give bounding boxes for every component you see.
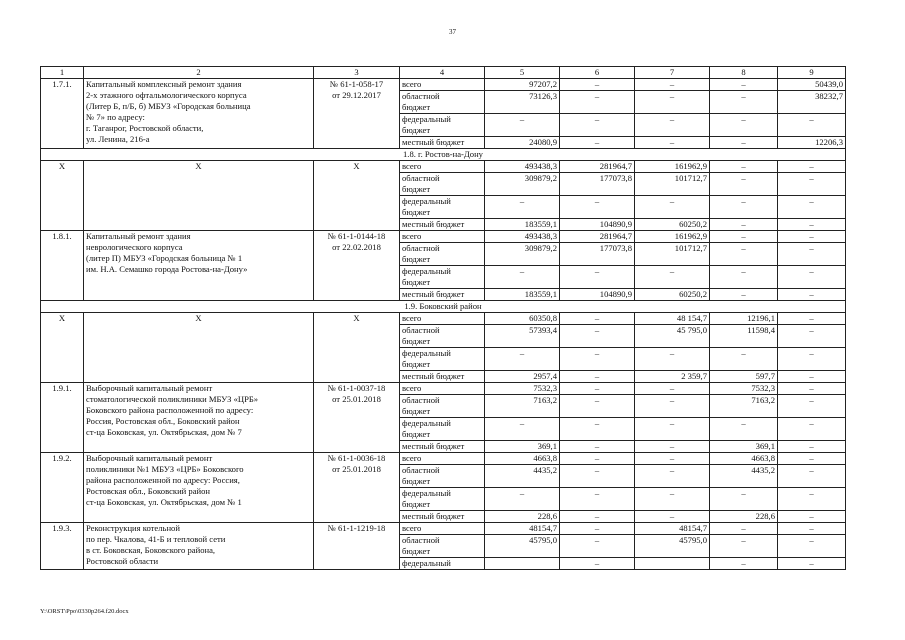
funding-source	[400, 91, 485, 114]
amount-cell: –	[635, 196, 710, 219]
amount-cell: –	[635, 137, 710, 149]
funding-source	[400, 114, 485, 137]
column-number: 3	[314, 67, 400, 79]
amount-cell: –	[710, 114, 778, 137]
amount-cell: 493438,3	[485, 161, 560, 173]
table-row	[41, 383, 846, 395]
amount-cell: –	[560, 91, 635, 114]
cell-line: Реконструкция котельной	[86, 523, 180, 533]
amount-cell: 60250,2	[635, 289, 710, 301]
cell-line: федеральный	[402, 558, 451, 568]
cell-line: № 7» по адресу:	[86, 112, 145, 122]
amount-cell: –	[635, 266, 710, 289]
amount-cell: –	[710, 243, 778, 266]
amount-cell: –	[635, 418, 710, 441]
amount-cell: –	[778, 348, 846, 371]
amount-cell: –	[485, 348, 560, 371]
amount-cell: –	[778, 558, 846, 570]
document-number	[314, 313, 400, 383]
amount-cell: –	[778, 488, 846, 511]
cell-line: Выборочный капитальный ремонт	[86, 453, 213, 463]
amount-cell: –	[778, 289, 846, 301]
object-name	[84, 523, 314, 570]
cell-line: местный бюджет	[402, 371, 465, 381]
amount-cell: –	[710, 196, 778, 219]
amount-cell: 177073,8	[560, 173, 635, 196]
amount-cell: –	[560, 79, 635, 91]
amount-cell	[635, 558, 710, 570]
amount-cell: –	[560, 558, 635, 570]
amount-cell: 2957,4	[485, 371, 560, 383]
document-number	[314, 523, 400, 570]
cell-line: в ст. Боковская, Боковского района,	[86, 545, 216, 555]
cell-line: местный бюджет	[402, 289, 465, 299]
amount-cell: 48154,7	[485, 523, 560, 535]
cell-line: бюджет	[402, 277, 431, 287]
amount-cell: –	[778, 383, 846, 395]
amount-cell: –	[710, 348, 778, 371]
amount-cell: –	[710, 231, 778, 243]
amount-cell: –	[635, 453, 710, 465]
amount-cell: –	[635, 79, 710, 91]
amount-cell: –	[778, 523, 846, 535]
amount-cell: –	[778, 371, 846, 383]
funding-source	[400, 79, 485, 91]
document-number	[314, 79, 400, 149]
amount-cell: –	[560, 325, 635, 348]
object-name	[84, 313, 314, 383]
document-number	[314, 231, 400, 301]
amount-cell: –	[560, 266, 635, 289]
amount-cell: 597,7	[710, 371, 778, 383]
section-title: 1.8. г. Ростов-на-Дону	[41, 149, 846, 161]
amount-cell: –	[710, 535, 778, 558]
cell-line: бюджет	[402, 546, 431, 556]
cell-line: бюджет	[402, 406, 431, 416]
cell-line: ст-ца Боковская, ул. Октябрьская, дом № 7	[86, 427, 242, 437]
amount-cell: –	[710, 523, 778, 535]
cell-line: от 22.02.2018	[332, 242, 381, 252]
cell-line: Ростовская обл., Боковский район	[86, 486, 211, 496]
cell-line: всего	[402, 453, 422, 463]
funding-source	[400, 453, 485, 465]
document-number	[314, 383, 400, 453]
amount-cell: 7163,2	[710, 395, 778, 418]
object-name	[84, 161, 314, 231]
column-number: 1	[41, 67, 84, 79]
item-number: 1.9.2.	[41, 453, 84, 523]
amount-cell: 60350,8	[485, 313, 560, 325]
amount-cell: –	[710, 79, 778, 91]
item-number: 1.9.1.	[41, 383, 84, 453]
amount-cell: 12196,1	[710, 313, 778, 325]
amount-cell: –	[635, 114, 710, 137]
cell-line: бюджет	[402, 499, 431, 509]
funding-source	[400, 418, 485, 441]
cell-line: федеральный	[402, 488, 451, 498]
amount-cell: –	[778, 441, 846, 453]
amount-cell: –	[635, 441, 710, 453]
document-number	[314, 453, 400, 523]
amount-cell: –	[778, 161, 846, 173]
amount-cell: 73126,3	[485, 91, 560, 114]
amount-cell: –	[778, 535, 846, 558]
amount-cell: 281964,7	[560, 231, 635, 243]
cell-line: ул. Ленина, 216-а	[86, 134, 150, 144]
amount-cell: –	[778, 418, 846, 441]
object-name	[84, 231, 314, 301]
amount-cell: 4663,8	[710, 453, 778, 465]
amount-cell: –	[778, 114, 846, 137]
amount-cell: –	[778, 266, 846, 289]
object-name	[84, 453, 314, 523]
amount-cell: 11598,4	[710, 325, 778, 348]
amount-cell: –	[710, 173, 778, 196]
amount-cell: –	[560, 383, 635, 395]
amount-cell: 228,6	[710, 511, 778, 523]
cell-line: № 61-1-0036-18	[327, 453, 386, 463]
amount-cell	[485, 558, 560, 570]
cell-line: всего	[402, 231, 422, 241]
amount-cell: –	[778, 313, 846, 325]
amount-cell: –	[778, 395, 846, 418]
amount-cell: 24080,9	[485, 137, 560, 149]
column-number: 8	[710, 67, 778, 79]
column-number: 5	[485, 67, 560, 79]
amount-cell: –	[635, 465, 710, 488]
amount-cell: –	[485, 196, 560, 219]
amount-cell: 7532,3	[710, 383, 778, 395]
amount-cell: –	[635, 488, 710, 511]
cell-line: бюджет	[402, 184, 431, 194]
amount-cell: –	[635, 91, 710, 114]
amount-cell: 48 154,7	[635, 313, 710, 325]
amount-cell: –	[560, 523, 635, 535]
cell-line: федеральный	[402, 266, 451, 276]
item-number: 1.7.1.	[41, 79, 84, 149]
cell-line: местный бюджет	[402, 441, 465, 451]
amount-cell: 4663,8	[485, 453, 560, 465]
cell-line: всего	[402, 161, 422, 171]
cell-line: всего	[402, 523, 422, 533]
funding-source	[400, 219, 485, 231]
amount-cell: 57393,4	[485, 325, 560, 348]
cell-line: X	[195, 313, 202, 323]
table-row	[41, 161, 846, 173]
funding-source	[400, 383, 485, 395]
cell-line: федеральный	[402, 196, 451, 206]
funding-source	[400, 161, 485, 173]
amount-cell: 45795,0	[635, 535, 710, 558]
header-row	[41, 67, 846, 79]
object-name	[84, 383, 314, 453]
cell-line: № 61-1-058-17	[329, 79, 384, 89]
cell-line: местный бюджет	[402, 137, 465, 147]
column-number: 9	[778, 67, 846, 79]
amount-cell: –	[710, 137, 778, 149]
cell-line: г. Таганрог, Ростовской области,	[86, 123, 204, 133]
amount-cell: –	[710, 418, 778, 441]
amount-cell: –	[710, 161, 778, 173]
item-number: 1.9.3.	[41, 523, 84, 570]
cell-line: местный бюджет	[402, 219, 465, 229]
amount-cell: –	[635, 511, 710, 523]
cell-line: Ростовской области	[86, 556, 159, 566]
amount-cell: 45 795,0	[635, 325, 710, 348]
cell-line: № 61-1-1219-18	[327, 523, 386, 533]
table-row	[41, 453, 846, 465]
amount-cell: –	[485, 266, 560, 289]
section-title: 1.9. Боковский район	[41, 301, 846, 313]
amount-cell: –	[485, 114, 560, 137]
amount-cell: –	[778, 231, 846, 243]
amount-cell: 104890,9	[560, 219, 635, 231]
funding-source	[400, 243, 485, 266]
amount-cell: –	[560, 313, 635, 325]
amount-cell: –	[710, 558, 778, 570]
cell-line: стоматологической поликлиники МБУЗ «ЦРБ»	[86, 394, 259, 404]
amount-cell: 161962,9	[635, 161, 710, 173]
cell-line: Выборочный капитальный ремонт	[86, 383, 213, 393]
amount-cell: –	[710, 289, 778, 301]
cell-line: Россия, Ростовская обл., Боковский район	[86, 416, 240, 426]
amount-cell: 281964,7	[560, 161, 635, 173]
item-number: X	[41, 161, 84, 231]
cell-line: бюджет	[402, 336, 431, 346]
amount-cell: –	[778, 173, 846, 196]
amount-cell: –	[560, 465, 635, 488]
amount-cell: 104890,9	[560, 289, 635, 301]
amount-cell: –	[560, 348, 635, 371]
cell-line: X	[195, 161, 202, 171]
amount-cell: 369,1	[485, 441, 560, 453]
object-name	[84, 79, 314, 149]
amount-cell: 493438,3	[485, 231, 560, 243]
amount-cell: 228,6	[485, 511, 560, 523]
cell-line: областной	[402, 395, 440, 405]
amount-cell: 101712,7	[635, 173, 710, 196]
funding-source	[400, 231, 485, 243]
funding-source	[400, 465, 485, 488]
section-row	[41, 149, 846, 161]
amount-cell: 38232,7	[778, 91, 846, 114]
amount-cell: –	[485, 488, 560, 511]
amount-cell: –	[778, 219, 846, 231]
amount-cell: 2 359,7	[635, 371, 710, 383]
cell-line: областной	[402, 91, 440, 101]
cell-line: Капитальный ремонт здания	[86, 231, 191, 241]
table-row	[41, 79, 846, 91]
amount-cell: 309879,2	[485, 173, 560, 196]
funding-source	[400, 325, 485, 348]
funding-source	[400, 266, 485, 289]
cell-line: поликлиники №1 МБУЗ «ЦРБ» Боковского	[86, 464, 244, 474]
funding-source	[400, 511, 485, 523]
funding-source	[400, 196, 485, 219]
amount-cell: 161962,9	[635, 231, 710, 243]
cell-line: № 61-1-0144-18	[327, 231, 386, 241]
cell-line: 2-х этажного офтальмологического корпуса	[86, 90, 247, 100]
amount-cell: 177073,8	[560, 243, 635, 266]
funding-source	[400, 535, 485, 558]
amount-cell: –	[778, 511, 846, 523]
cell-line: бюджет	[402, 429, 431, 439]
amount-cell: 4435,2	[710, 465, 778, 488]
funding-source	[400, 173, 485, 196]
cell-line: всего	[402, 383, 422, 393]
item-number: X	[41, 313, 84, 383]
cell-line: бюджет	[402, 254, 431, 264]
amount-cell: –	[560, 395, 635, 418]
column-number: 6	[560, 67, 635, 79]
funding-source	[400, 488, 485, 511]
amount-cell: 7163,2	[485, 395, 560, 418]
document-number	[314, 161, 400, 231]
amount-cell: 101712,7	[635, 243, 710, 266]
cell-line: ст-ца Боковская, ул. Октябрьская, дом № 1	[86, 497, 242, 507]
amount-cell: –	[560, 453, 635, 465]
cell-line: неврологического корпуса	[86, 242, 183, 252]
cell-line: областной	[402, 173, 440, 183]
budget-table	[40, 66, 846, 570]
section-row	[41, 301, 846, 313]
funding-source	[400, 371, 485, 383]
amount-cell: –	[560, 137, 635, 149]
cell-line: областной	[402, 465, 440, 475]
amount-cell: 12206,3	[778, 137, 846, 149]
cell-line: от 29.12.2017	[332, 90, 381, 100]
cell-line: областной	[402, 325, 440, 335]
amount-cell: –	[778, 325, 846, 348]
cell-line: X	[353, 161, 360, 171]
cell-line: бюджет	[402, 102, 431, 112]
funding-source	[400, 137, 485, 149]
amount-cell: –	[560, 488, 635, 511]
amount-cell: –	[710, 219, 778, 231]
cell-line: федеральный	[402, 114, 451, 124]
amount-cell: –	[710, 91, 778, 114]
cell-line: федеральный	[402, 418, 451, 428]
table-row	[41, 313, 846, 325]
amount-cell: –	[485, 418, 560, 441]
amount-cell: 4435,2	[485, 465, 560, 488]
cell-line: X	[353, 313, 360, 323]
amount-cell: 7532,3	[485, 383, 560, 395]
cell-line: от 25.01.2018	[332, 394, 381, 404]
cell-line: бюджет	[402, 207, 431, 217]
amount-cell: –	[560, 371, 635, 383]
funding-source	[400, 558, 485, 570]
amount-cell: –	[710, 266, 778, 289]
amount-cell: –	[778, 465, 846, 488]
amount-cell: 45795,0	[485, 535, 560, 558]
amount-cell: 369,1	[710, 441, 778, 453]
cell-line: бюджет	[402, 359, 431, 369]
cell-line: бюджет	[402, 125, 431, 135]
amount-cell: –	[560, 441, 635, 453]
amount-cell: –	[635, 395, 710, 418]
cell-line: федеральный	[402, 348, 451, 358]
file-path-footer: Y:\ORST\Ppo\0330p264.f20.docx	[40, 608, 129, 615]
item-number: 1.8.1.	[41, 231, 84, 301]
cell-line: № 61-1-0037-18	[327, 383, 386, 393]
cell-line: от 25.01.2018	[332, 464, 381, 474]
cell-line: им. Н.А. Семашко города Ростова-на-Дону»	[86, 264, 248, 274]
cell-line: областной	[402, 243, 440, 253]
cell-line: всего	[402, 79, 422, 89]
amount-cell: 97207,2	[485, 79, 560, 91]
cell-line: по пер. Чкалова, 41-Б и тепловой сети	[86, 534, 226, 544]
cell-line: областной	[402, 535, 440, 545]
column-number: 4	[400, 67, 485, 79]
cell-line: Боковского района расположенной по адресу:	[86, 405, 254, 415]
cell-line: всего	[402, 313, 422, 323]
cell-line: (литер П) МБУЗ «Городская больница № 1	[86, 253, 243, 263]
funding-source	[400, 348, 485, 371]
amount-cell: –	[560, 114, 635, 137]
funding-source	[400, 289, 485, 301]
amount-cell: 50439,0	[778, 79, 846, 91]
amount-cell: 183559,1	[485, 289, 560, 301]
amount-cell: 183559,1	[485, 219, 560, 231]
page-number: 37	[449, 28, 456, 36]
cell-line: бюджет	[402, 476, 431, 486]
table-row	[41, 523, 846, 535]
amount-cell: 60250,2	[635, 219, 710, 231]
column-number: 7	[635, 67, 710, 79]
cell-line: местный бюджет	[402, 511, 465, 521]
amount-cell: –	[778, 243, 846, 266]
amount-cell: –	[560, 418, 635, 441]
cell-line: района расположенной по адресу: Россия,	[86, 475, 240, 485]
amount-cell: –	[778, 453, 846, 465]
funding-source	[400, 395, 485, 418]
amount-cell: –	[635, 383, 710, 395]
column-number: 2	[84, 67, 314, 79]
amount-cell: –	[560, 511, 635, 523]
amount-cell: –	[635, 348, 710, 371]
table-row	[41, 231, 846, 243]
amount-cell: 309879,2	[485, 243, 560, 266]
amount-cell: –	[560, 196, 635, 219]
funding-source	[400, 523, 485, 535]
cell-line: (Литер Б, п/Б, б) МБУЗ «Городская больница	[86, 101, 251, 111]
funding-source	[400, 441, 485, 453]
amount-cell: –	[560, 535, 635, 558]
funding-source	[400, 313, 485, 325]
amount-cell: –	[710, 488, 778, 511]
amount-cell: –	[778, 196, 846, 219]
amount-cell: 48154,7	[635, 523, 710, 535]
cell-line: Капитальный комплексный ремонт здания	[86, 79, 242, 89]
